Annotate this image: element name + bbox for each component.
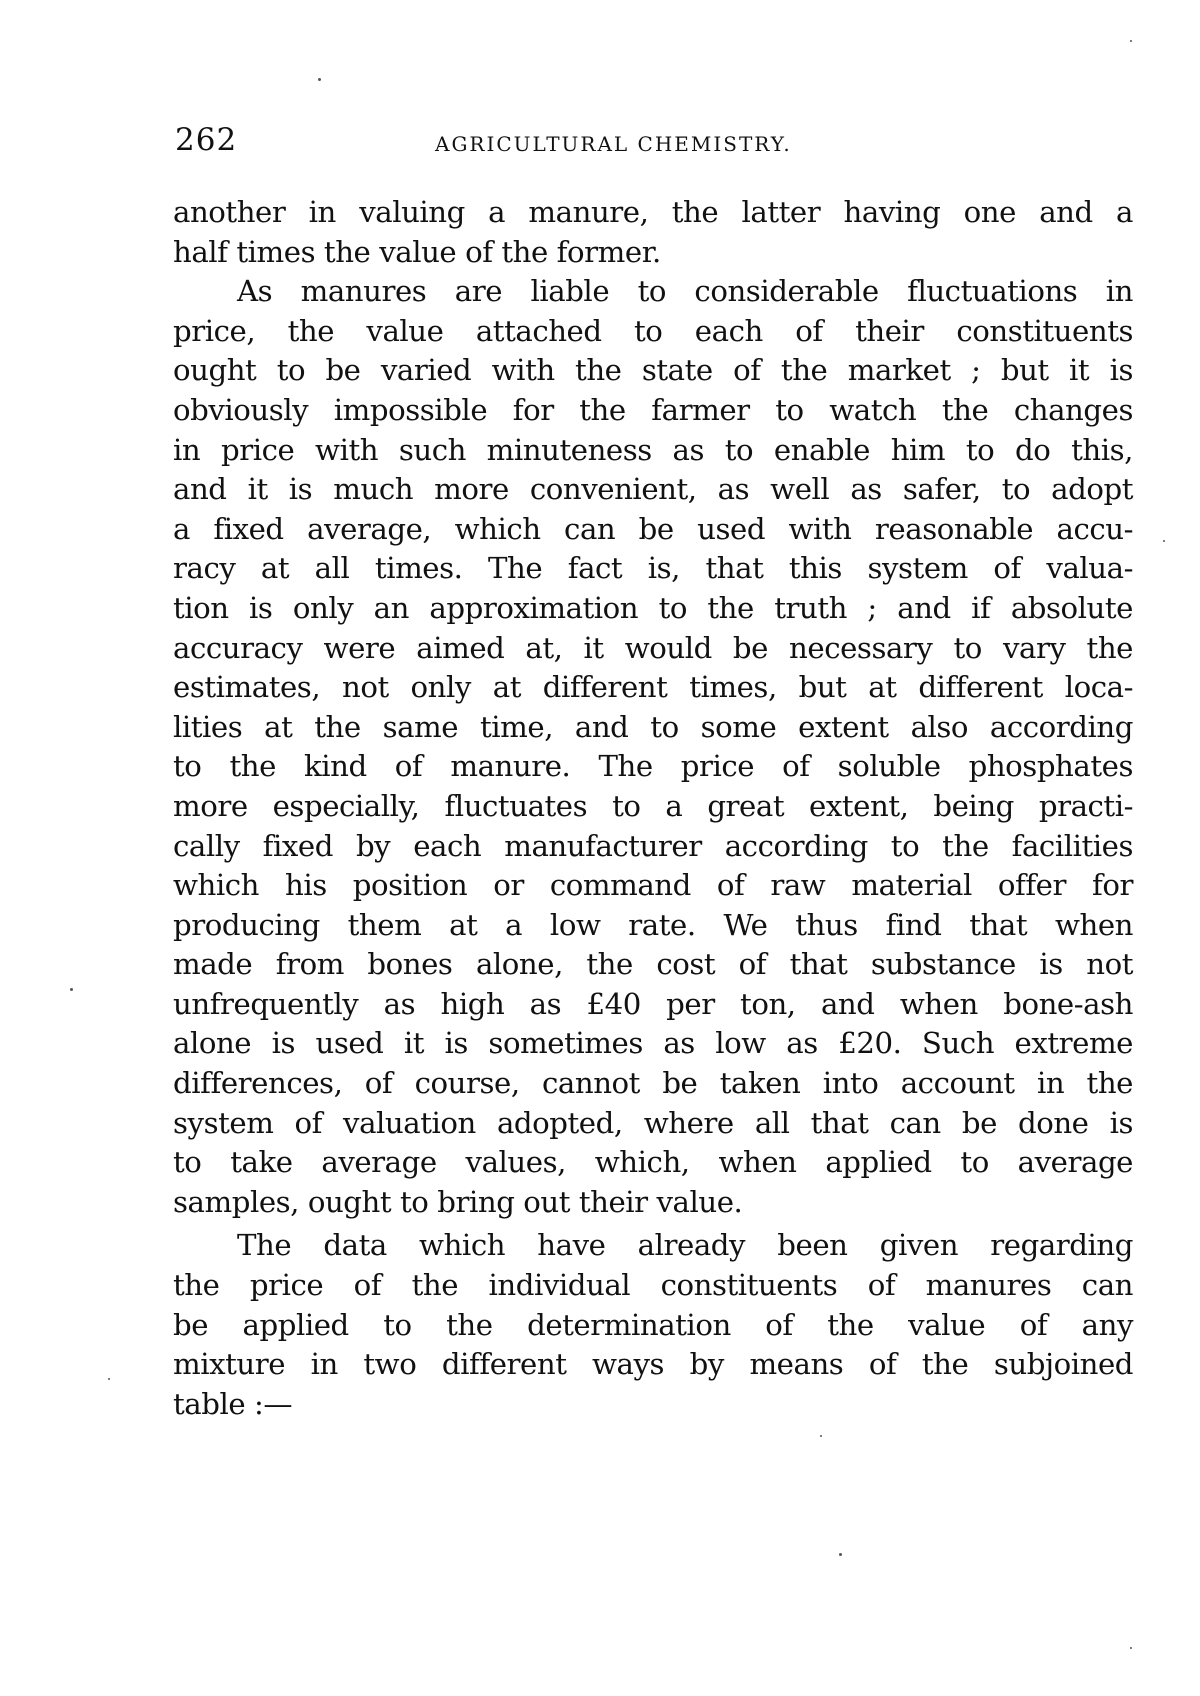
page-number: 262 [175,122,238,158]
scan-speck [318,78,321,81]
text-line: be applied to the determination of the value of any [173,1307,1133,1342]
text-line: accuracy were aimed at, it would be necessary to vary the [173,630,1133,665]
text-line: to the kind of manure. The price of soluble phosphates [173,749,1133,784]
scan-speck [839,1553,842,1556]
text-line: racy at all times. The fact is, that this system of valua- [173,551,1133,586]
scan-speck [1130,1647,1132,1649]
text-line: producing them at a low rate. We thus find that when [173,907,1133,942]
text-line: samples, ought to bring out their value. [173,1184,743,1219]
scan-speck [70,988,73,991]
text-line: to take average values, which, when applied to average [173,1145,1133,1180]
text-line: table :— [173,1386,293,1421]
text-line: alone is used it is sometimes as low as £20. Such extreme [173,1026,1133,1061]
text-line: system of valuation adopted, where all that can be done is [173,1105,1133,1140]
text-line: a fixed average, which can be used with reasonable accu- [173,511,1133,546]
page-header [175,122,1135,172]
text-line: As manures are liable to considerable fluctuations in [237,274,1133,309]
text-line: lities at the same time, and to some extent also according [173,709,1133,744]
text-line: which his position or command of raw material offer for [173,868,1133,903]
text-line: more especially, fluctuates to a great extent, being practi- [173,788,1133,823]
running-head: AGRICULTURAL CHEMISTRY. [435,132,792,156]
scan-speck [820,1435,822,1437]
text-line: The data which have already been given regarding [237,1228,1133,1263]
text-line: half times the value of the former. [173,234,661,269]
scan-speck [108,1378,110,1380]
text-line: another in valuing a manure, the latter having one and a [173,195,1133,229]
body-text [173,193,1133,1424]
scan-speck [1130,40,1132,42]
text-line: estimates, not only at different times, but at different loca- [173,670,1133,705]
text-line: tion is only an approximation to the truth ; and if absolute [173,590,1133,625]
text-line: in price with such minuteness as to enable him to do this, [173,432,1133,467]
text-line: differences, of course, cannot be taken into account in the [173,1066,1133,1101]
text-line: obviously impossible for the farmer to watch the changes [173,392,1133,427]
text-line: made from bones alone, the cost of that substance is not [173,947,1133,982]
text-line: and it is much more convenient, as well as safer, to adopt [173,472,1133,507]
text-line: unfrequently as high as £40 per ton, and when bone-ash [173,986,1133,1021]
scan-speck [1163,540,1165,542]
text-line: ought to be varied with the state of the market ; but it is [173,353,1133,388]
text-line: the price of the individual constituents of manures can [173,1268,1133,1303]
text-line: cally fixed by each manufacturer according to the facilities [173,828,1133,863]
text-line: price, the value attached to each of their constituents [173,313,1133,348]
text-line: mixture in two different ways by means of the subjoined [173,1347,1133,1382]
